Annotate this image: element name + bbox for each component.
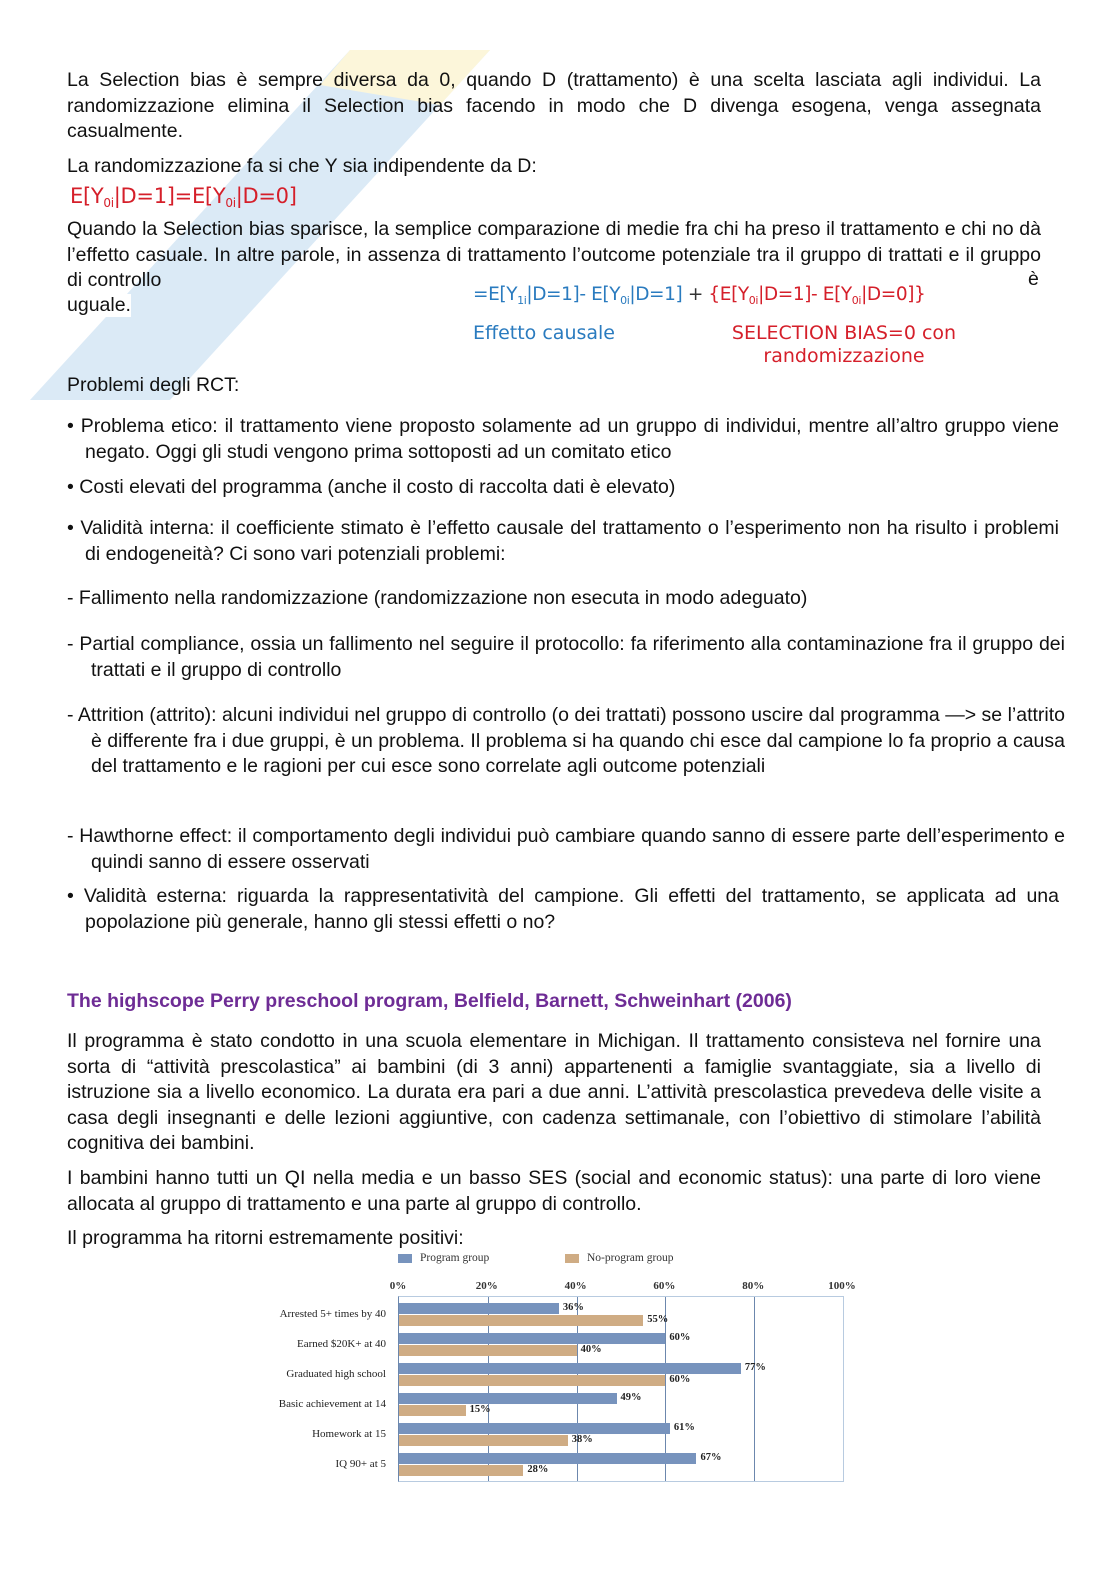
bar-value-label: 67% — [700, 1452, 722, 1463]
label-causal-effect: Effetto causale — [473, 322, 615, 344]
dash-hawthorne-effect: - Hawthorne effect: il comportamento degli individui può cambiare quando sanno di essere parte dell’esperimento e quindi sanno di essere osservati — [67, 825, 1065, 873]
bar-value-label: 77% — [744, 1362, 766, 1373]
equation-line — [473, 282, 1033, 314]
independence-formula — [70, 182, 297, 217]
bar-program — [399, 1303, 559, 1314]
x-tick-label: 80% — [742, 1280, 765, 1292]
eq-text: =E[Y — [473, 284, 518, 305]
legend-program-group — [398, 1252, 489, 1264]
legend-swatch-no-program — [565, 1254, 579, 1263]
perry-paragraph-returns: Il programma ha ritorni estremamente positivi: — [67, 1227, 464, 1249]
label-selection-bias-line2: randomizzazione — [763, 345, 925, 367]
dash-partial-compliance: - Partial compliance, ossia un fallimento nel seguire il protocollo: fa riferimento alla contaminazione fra il gruppo dei trattati e il gruppo di controllo — [67, 633, 1065, 681]
bullet-external-validity: • Validità esterna: riguarda la rappresentatività del campione. Gli effetti del trattamento, se applicata ad una popolazione più generale, hanno gli stessi effetti o no? — [67, 885, 1059, 933]
bar-value-label: 49% — [620, 1392, 642, 1403]
perry-paragraph-children: I bambini hanno tutti un QI nella media e un basso SES (social and economic status): una parte di loro viene allocata al gruppo di trattamento e una parte al gruppo di controllo. — [67, 1167, 1041, 1215]
intro-paragraph-selection-bias: La Selection bias è sempre diversa da 0, quando D (trattamento) è una scelta lasciata agli individui. La randomizzazione elimina il Selection bias facendo in modo che D divenga esogena, venga assegnata casualmente. — [67, 69, 1041, 142]
causal-effect-equation — [473, 282, 1033, 368]
x-tick-label: 20% — [475, 1280, 498, 1292]
eq-sub: 0i — [851, 294, 862, 307]
bar-value-label: 60% — [669, 1332, 691, 1343]
intro-paragraph-independence: La randomizzazione fa si che Y sia indipendente da D: — [67, 155, 537, 177]
bar-value-label: 55% — [647, 1314, 669, 1325]
dash-randomization-failure: - Fallimento nella randomizzazione (randomizzazione non esecuta in modo adeguato) — [67, 587, 808, 609]
bar-program — [399, 1393, 617, 1404]
bullet-internal-validity: • Validità interna: il coefficiente stimato è l’effetto causale del trattamento o l’esperimento non ha risulto i problemi di endogeneità? Ci sono vari potenziali problemi: — [67, 517, 1059, 565]
eq-sub: 0i — [620, 294, 630, 307]
legend-swatch-program — [398, 1254, 412, 1263]
equation-plus: + — [682, 284, 709, 305]
label-selection-bias-line1: SELECTION BIAS=0 con — [731, 322, 957, 344]
eq-text: |D=1]- E[Y — [526, 284, 621, 305]
bar-value-label: 40% — [580, 1344, 602, 1355]
bar-no-program — [399, 1375, 665, 1386]
bar-program — [399, 1453, 696, 1464]
category-label: Homework at 15 — [312, 1428, 386, 1440]
problems-title: Problemi degli RCT: — [67, 374, 240, 396]
bar-no-program — [399, 1345, 577, 1356]
category-label: IQ 90+ at 5 — [335, 1458, 386, 1470]
x-tick-label: 60% — [653, 1280, 676, 1292]
gridline — [754, 1297, 755, 1481]
bar-value-label: 38% — [571, 1434, 593, 1445]
comparison-text: Quando la Selection bias sparisce, la semplice comparazione di medie fra chi ha preso il trattamento e chi no dà l’effetto casuale. In altre parole, in assenza di trattamento l’outcome potenziale tra il gruppo di trattati e il gruppo di controllo — [67, 218, 1041, 291]
x-tick-label: 100% — [828, 1280, 856, 1292]
bar-program — [399, 1423, 670, 1434]
plot-area — [398, 1296, 844, 1482]
eq-sub: 1i — [517, 294, 527, 307]
perry-results-bar-chart — [240, 1250, 880, 1490]
eq-text: |D=1]- E[Y — [758, 284, 852, 305]
legend-label-no-program: No-program group — [587, 1252, 674, 1264]
equation-bias-part — [708, 284, 925, 305]
x-tick-label: 0% — [389, 1280, 407, 1292]
equation-labels — [473, 322, 1033, 368]
comparison-end-word: è — [1028, 268, 1039, 290]
category-label: Graduated high school — [286, 1368, 386, 1380]
equation-causal-part — [473, 284, 682, 305]
eq-text: |D=0]} — [861, 284, 926, 305]
bar-value-label: 36% — [562, 1302, 584, 1313]
formula-subscript: 0i — [103, 196, 114, 210]
section-heading-perry: The highscope Perry preschool program, Belfield, Barnett, Schweinhart (2006) — [67, 990, 792, 1012]
bar-program — [399, 1363, 741, 1374]
bar-no-program — [399, 1435, 568, 1446]
bullet-high-costs: • Costi elevati del programma (anche il costo di raccolta dati è elevato) — [67, 476, 676, 498]
bar-program — [399, 1333, 665, 1344]
eq-sub: 0i — [748, 294, 759, 307]
bar-value-label: 60% — [669, 1374, 691, 1385]
category-label: Basic achievement at 14 — [278, 1398, 386, 1410]
dash-attrition: - Attrition (attrito): alcuni individui nel gruppo di controllo (o dei trattati) possono uscire dal programma —> se l’attrito è differente fra i due gruppi, è un problema. Il problema si ha quando chi esce dal campione lo fa proprio a causa del trattamento e le ragioni per cui esce sono correlate agli outcome potenziali — [67, 704, 1065, 777]
bullet-ethical-problem: • Problema etico: il trattamento viene proposto solamente ad un gruppo di individui, mentre all’altro gruppo viene negato. Oggi gli studi vengono prima sottoposti ad un comitato etico — [67, 415, 1059, 463]
label-selection-bias — [719, 322, 969, 368]
comparison-last-word: uguale. — [67, 294, 131, 316]
category-label: Earned $20K+ at 40 — [297, 1338, 386, 1350]
bar-no-program — [399, 1405, 466, 1416]
bar-no-program — [399, 1315, 643, 1326]
formula-text: E[Y — [70, 184, 104, 208]
eq-text: {E[Y — [708, 284, 749, 305]
bar-no-program — [399, 1465, 523, 1476]
bar-value-label: 15% — [469, 1404, 491, 1415]
formula-text: |D=0] — [235, 184, 297, 208]
perry-paragraph-description: Il programma è stato condotto in una scuola elementare in Michigan. Il trattamento consisteva nel fornire una sorta di “attività prescolastica” ai bambini (di 3 anni) appartenenti a famiglie svantaggiate, sia a livello di istruzione sia a livello economico. La durata era pari a due anni. L’attività prescolastica prevedeva delle visite a casa degli insegnanti e delle lezioni aggiuntive, con cadenza settimanale, con l’obiettivo di stimolare l’abilità cognitiva dei bambini. — [67, 1030, 1041, 1154]
formula-subscript: 0i — [225, 196, 236, 210]
formula-text: |D=1]=E[Y — [113, 184, 226, 208]
bar-value-label: 28% — [527, 1464, 549, 1475]
eq-text: |D=1] — [629, 284, 683, 305]
legend-label-program: Program group — [420, 1252, 490, 1264]
category-label: Arrested 5+ times by 40 — [279, 1308, 386, 1320]
legend-no-program-group — [565, 1252, 674, 1264]
x-tick-label: 40% — [564, 1280, 587, 1292]
bar-value-label: 61% — [673, 1422, 695, 1433]
